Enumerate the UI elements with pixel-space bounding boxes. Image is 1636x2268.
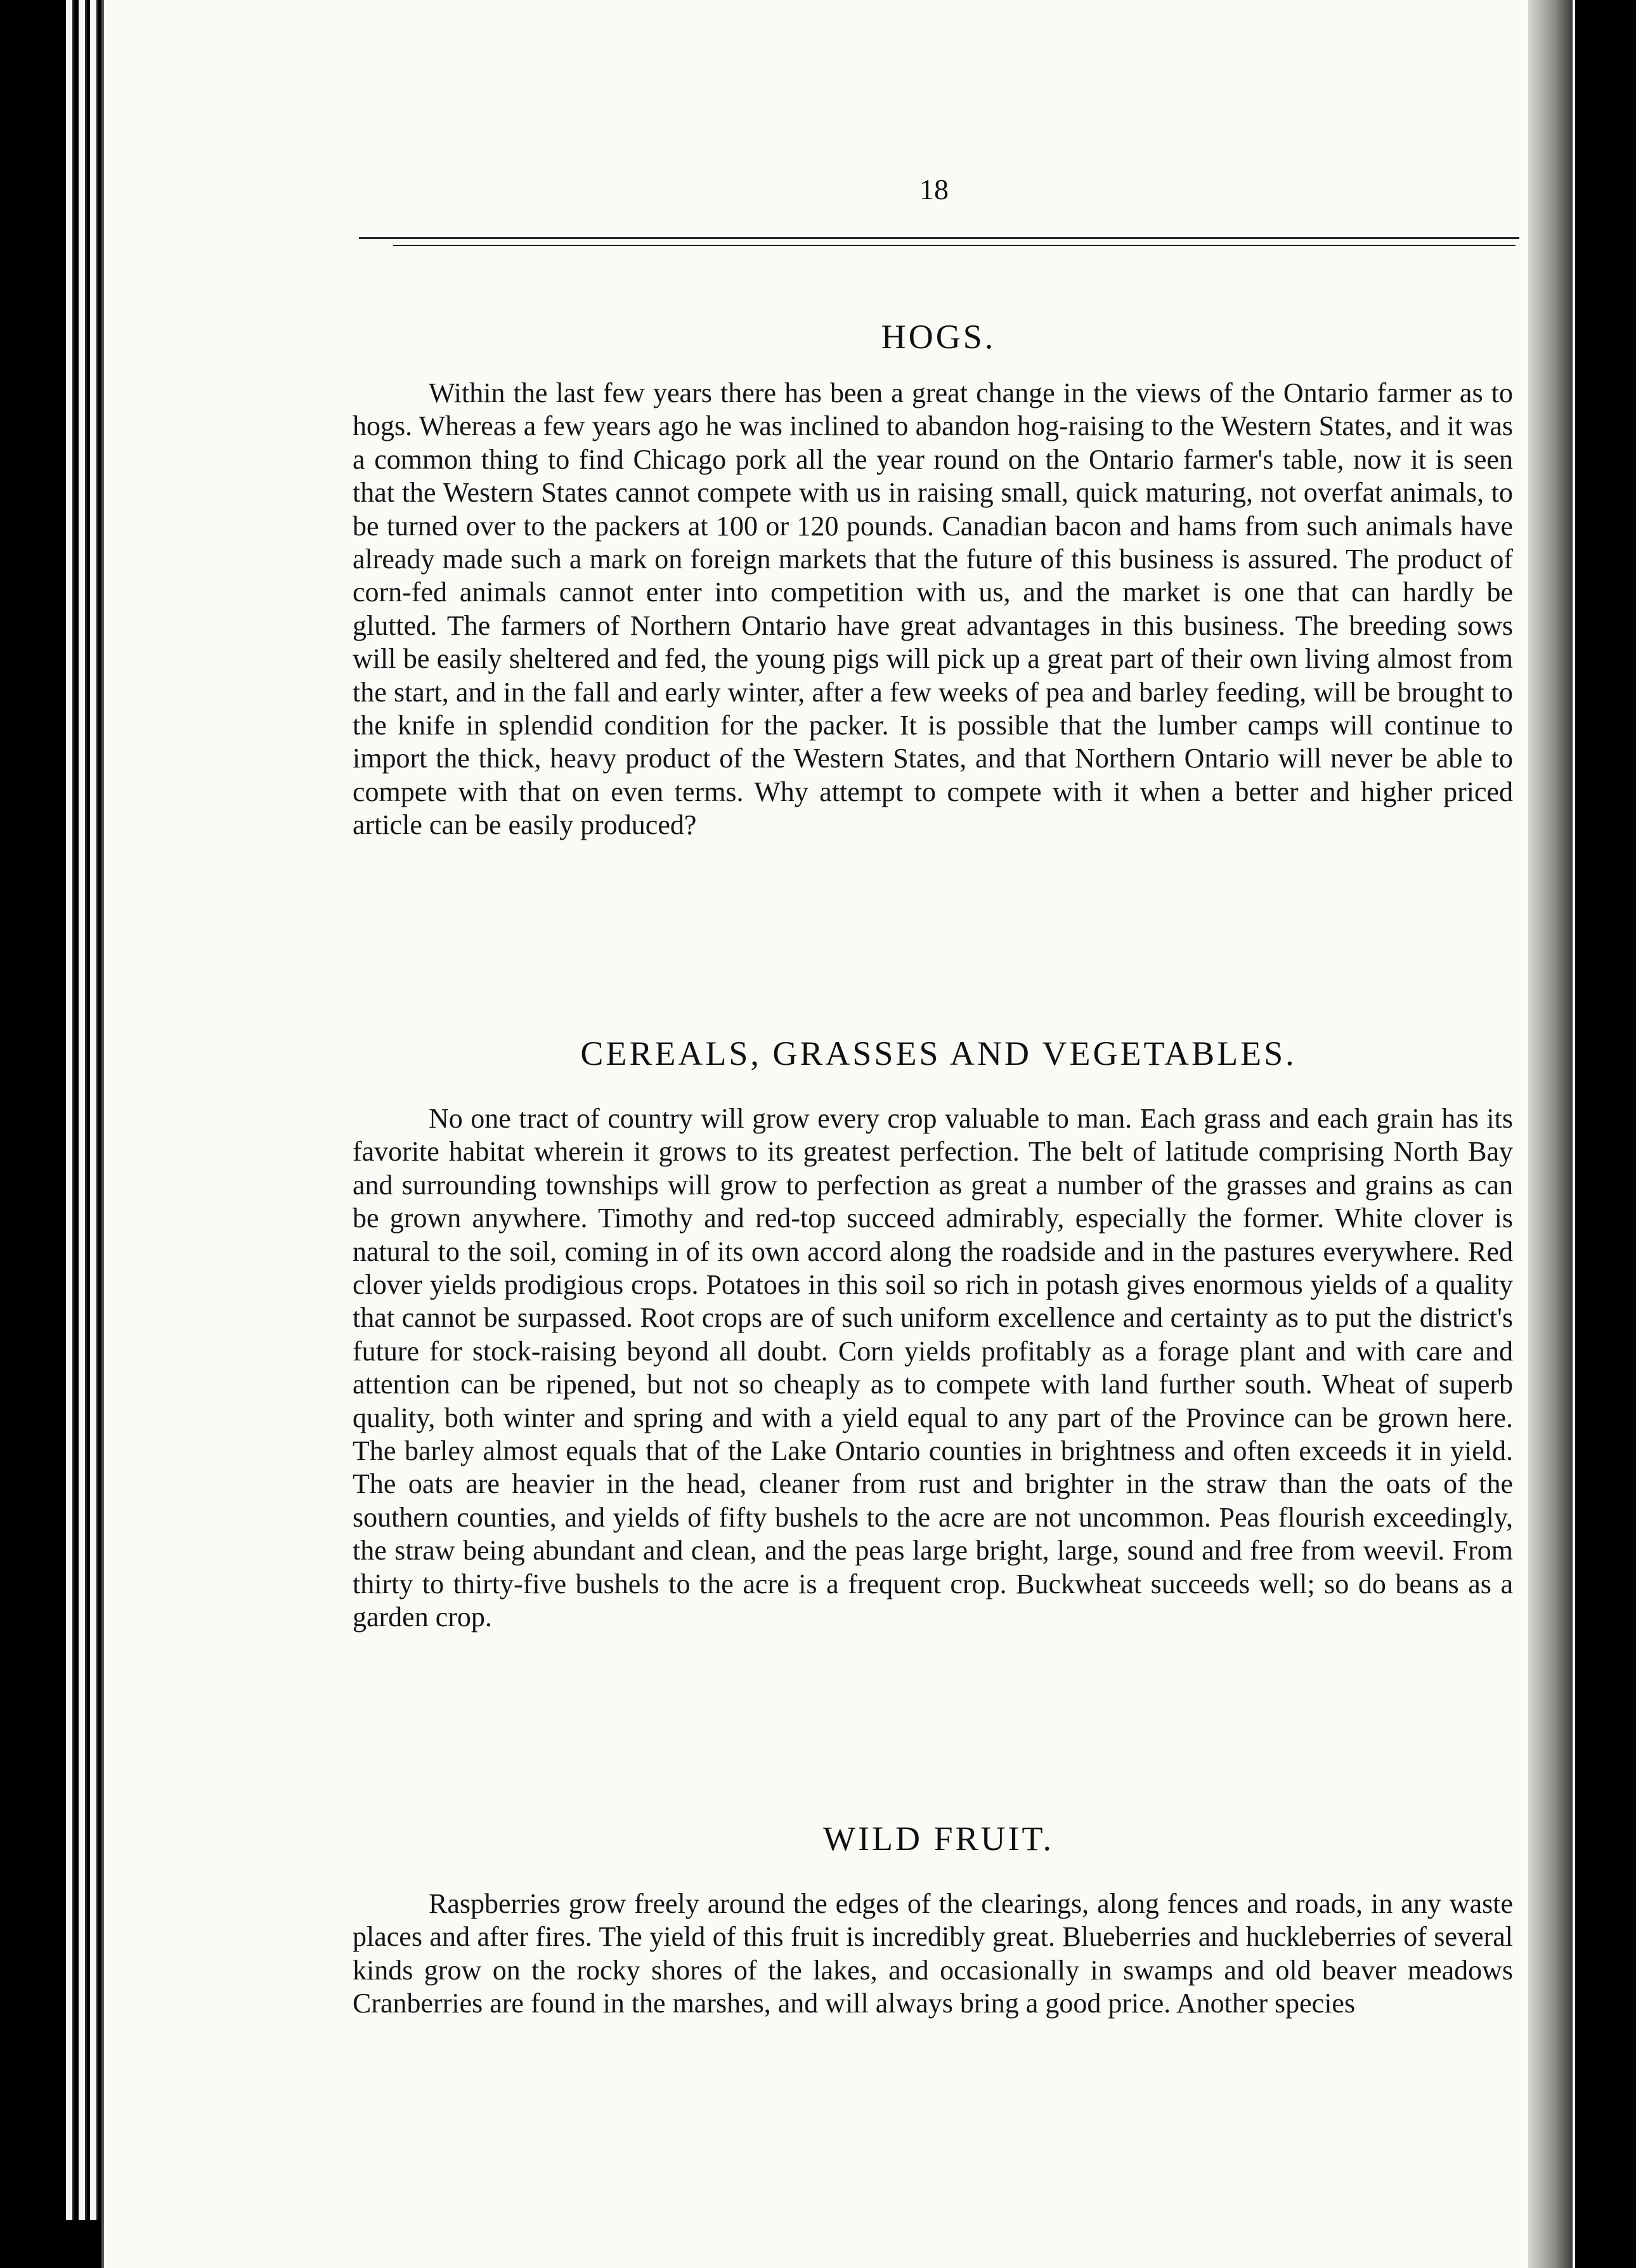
- section-heading-wild-fruit: WILD FRUIT.: [823, 1820, 1054, 1858]
- header-rule: [359, 237, 1519, 239]
- section-heading-hogs: HOGS.: [881, 318, 996, 356]
- page-edge: [79, 0, 87, 2220]
- page-edge: [66, 0, 74, 2220]
- section-heading-cereals: CEREALS, GRASSES AND VEGETABLES.: [580, 1034, 1297, 1072]
- page-edge: [90, 0, 98, 2220]
- section-text-hogs: Within the last few years there has been a great change in the views of the Ontario farmer as to hogs. Whereas a few years ago he was inclined to abandon hog-raising to the Western States, and it was a common thing to find Chicago pork all the year round on the Ontario farmer's table, now it is seen that the Western States cannot compete with us in raising small, quick maturing, not overfat animals, to be turned over to the packers at 100 or 120 pounds. Canadian bacon and hams from such animals have already made such a mark on foreign markets that the future of this business is assured. The product of corn-fed animals cannot enter into competition with us, and the market is one that can hardly be glutted. The farmers of Northern Ontario have great advantages in this business. The breeding sows will be easily sheltered and fed, the young pigs will pick up a great part of their own living almost from the start, and in the fall and early winter, after a few weeks of pea and barley feeding, will be brought to the knife in splendid condition for the packer. It is possible that the lumber camps will continue to import the thick, heavy product of the Western States, and that Northern Ontario will never be able to compete with that on even terms. Why attempt to compete with it when a better and higher priced article can be easily produced?: [353, 377, 1513, 841]
- section-text-wild-fruit: Raspberries grow freely around the edges of the clearings, along fences and roads, in any waste places and after fires. The yield of this fruit is incredibly great. Blueberries and huckleberries of several kinds grow on the rocky shores of the lakes, and occasionally in swamps and old beaver meadows Cranberries are found in the marshes, and will always bring a good price. Another species: [353, 1888, 1513, 2019]
- header-rule: [393, 245, 1516, 246]
- section-text-cereals: No one tract of country will grow every crop valuable to man. Each grass and each grain has its favorite habitat wherein it grows to its greatest perfection. The belt of latitude comprising North Bay and surrounding townships will grow to perfection as great a number of the grasses and grains as can be grown anywhere. Timothy and red-top succeed admirably, especially the former. White clover is natural to the soil, coming in of its own accord along the roadside and in the pastures everywhere. Red clover yields prodigious crops. Potatoes in this soil so rich in potash gives enormous yields of a quality that cannot be surpassed. Root crops are of such uniform excellence and certainty as to put the district's future for stock-raising beyond all doubt. Corn yields profitably as a forage plant and with care and attention can be ripened, but not so cheaply as to compete with land further south. Wheat of superb quality, both winter and spring and with a yield equal to any part of the Province can be grown here. The barley almost equals that of the Lake Ontario counties in brightness and often exceeds it in yield. The oats are heavier in the head, cleaner from rust and brighter in the straw than the oats of the southern counties, and yields of fifty bushels to the acre are not uncommon. Peas flourish exceedingly, the straw being abundant and clean, and the peas large bright, large, sound and free from weevil. From thirty to thirty-five bushels to the acre is a frequent crop. Buckwheat succeeds well; so do beans as a garden crop.: [353, 1103, 1513, 1633]
- page-gutter-shadow: [1528, 0, 1573, 2268]
- page-number: 18: [919, 173, 949, 205]
